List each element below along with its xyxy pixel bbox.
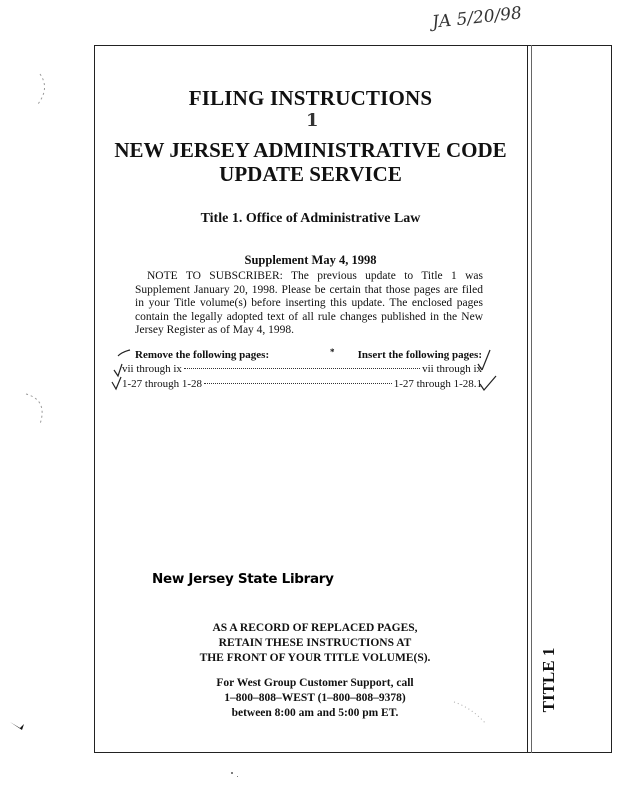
- check-mark-icon: [118, 350, 130, 356]
- punch-hole-mark: [20, 70, 50, 110]
- handwritten-mark: 1: [306, 110, 319, 131]
- title-tab: [534, 640, 564, 720]
- document-title: FILING INSTRUCTIONS: [188, 86, 433, 110]
- support-line-2: 1–800–808–WEST (1–800–808–9378): [224, 692, 406, 704]
- check-marks: [110, 344, 500, 394]
- insert-pages: vii through ix: [422, 363, 482, 375]
- tab-divider-inner: [531, 45, 532, 753]
- heading-line-1: NEW JERSEY ADMINISTRATIVE CODE: [114, 138, 507, 162]
- remove-header: Remove the following pages:: [135, 349, 270, 361]
- scan-speck: [237, 776, 238, 777]
- check-mark-icon: [112, 377, 121, 389]
- support-line-3: between 8:00 am and 5:00 pm ET.: [231, 707, 399, 719]
- note-paragraph: NOTE TO SUBSCRIBER: The previous update to Title 1 was Supplement January 20, 1998. Please be certain that those pages are filed in your Title volume(s) before inserting this update. The enclosed pages contain the legally adopted text of all rule changes published in the New Jersey Register as of May 4, 1998.: [135, 270, 483, 336]
- remove-pages: vii through ix: [122, 363, 182, 375]
- tab-divider: [527, 45, 528, 753]
- library-stamp: New Jersey State Library: [152, 571, 334, 587]
- margin-mark: [8, 718, 28, 734]
- heading-line-2: UPDATE SERVICE: [219, 162, 402, 186]
- handwritten-date-initials: JA 5/20/98: [431, 3, 523, 33]
- support-line-1: For West Group Customer Support, call: [216, 677, 414, 689]
- supplement-date: Supplement May 4, 1998: [244, 253, 377, 267]
- punch-hole-mark: [18, 390, 48, 430]
- check-mark-icon: [480, 376, 496, 390]
- scan-speck: [231, 772, 233, 774]
- record-line-3: THE FRONT OF YOUR TITLE VOLUME(S).: [199, 652, 431, 664]
- insert-pages: 1-27 through 1-28.1: [393, 378, 482, 390]
- header-asterisk: *: [330, 347, 335, 357]
- note-to-subscriber: [135, 270, 483, 338]
- scan-speckle: [452, 700, 492, 730]
- title-tab-label: TITLE 1: [539, 647, 558, 713]
- insert-header: Insert the following pages:: [357, 349, 482, 361]
- check-mark-icon: [478, 364, 482, 370]
- remove-pages: 1-27 through 1-28: [122, 378, 203, 390]
- title-section: Title 1. Office of Administrative Law: [200, 211, 421, 226]
- record-line-1: AS A RECORD OF REPLACED PAGES,: [212, 622, 418, 634]
- check-mark-icon: [114, 364, 122, 376]
- record-line-2: RETAIN THESE INSTRUCTIONS AT: [218, 637, 412, 649]
- check-mark-icon: [482, 350, 490, 370]
